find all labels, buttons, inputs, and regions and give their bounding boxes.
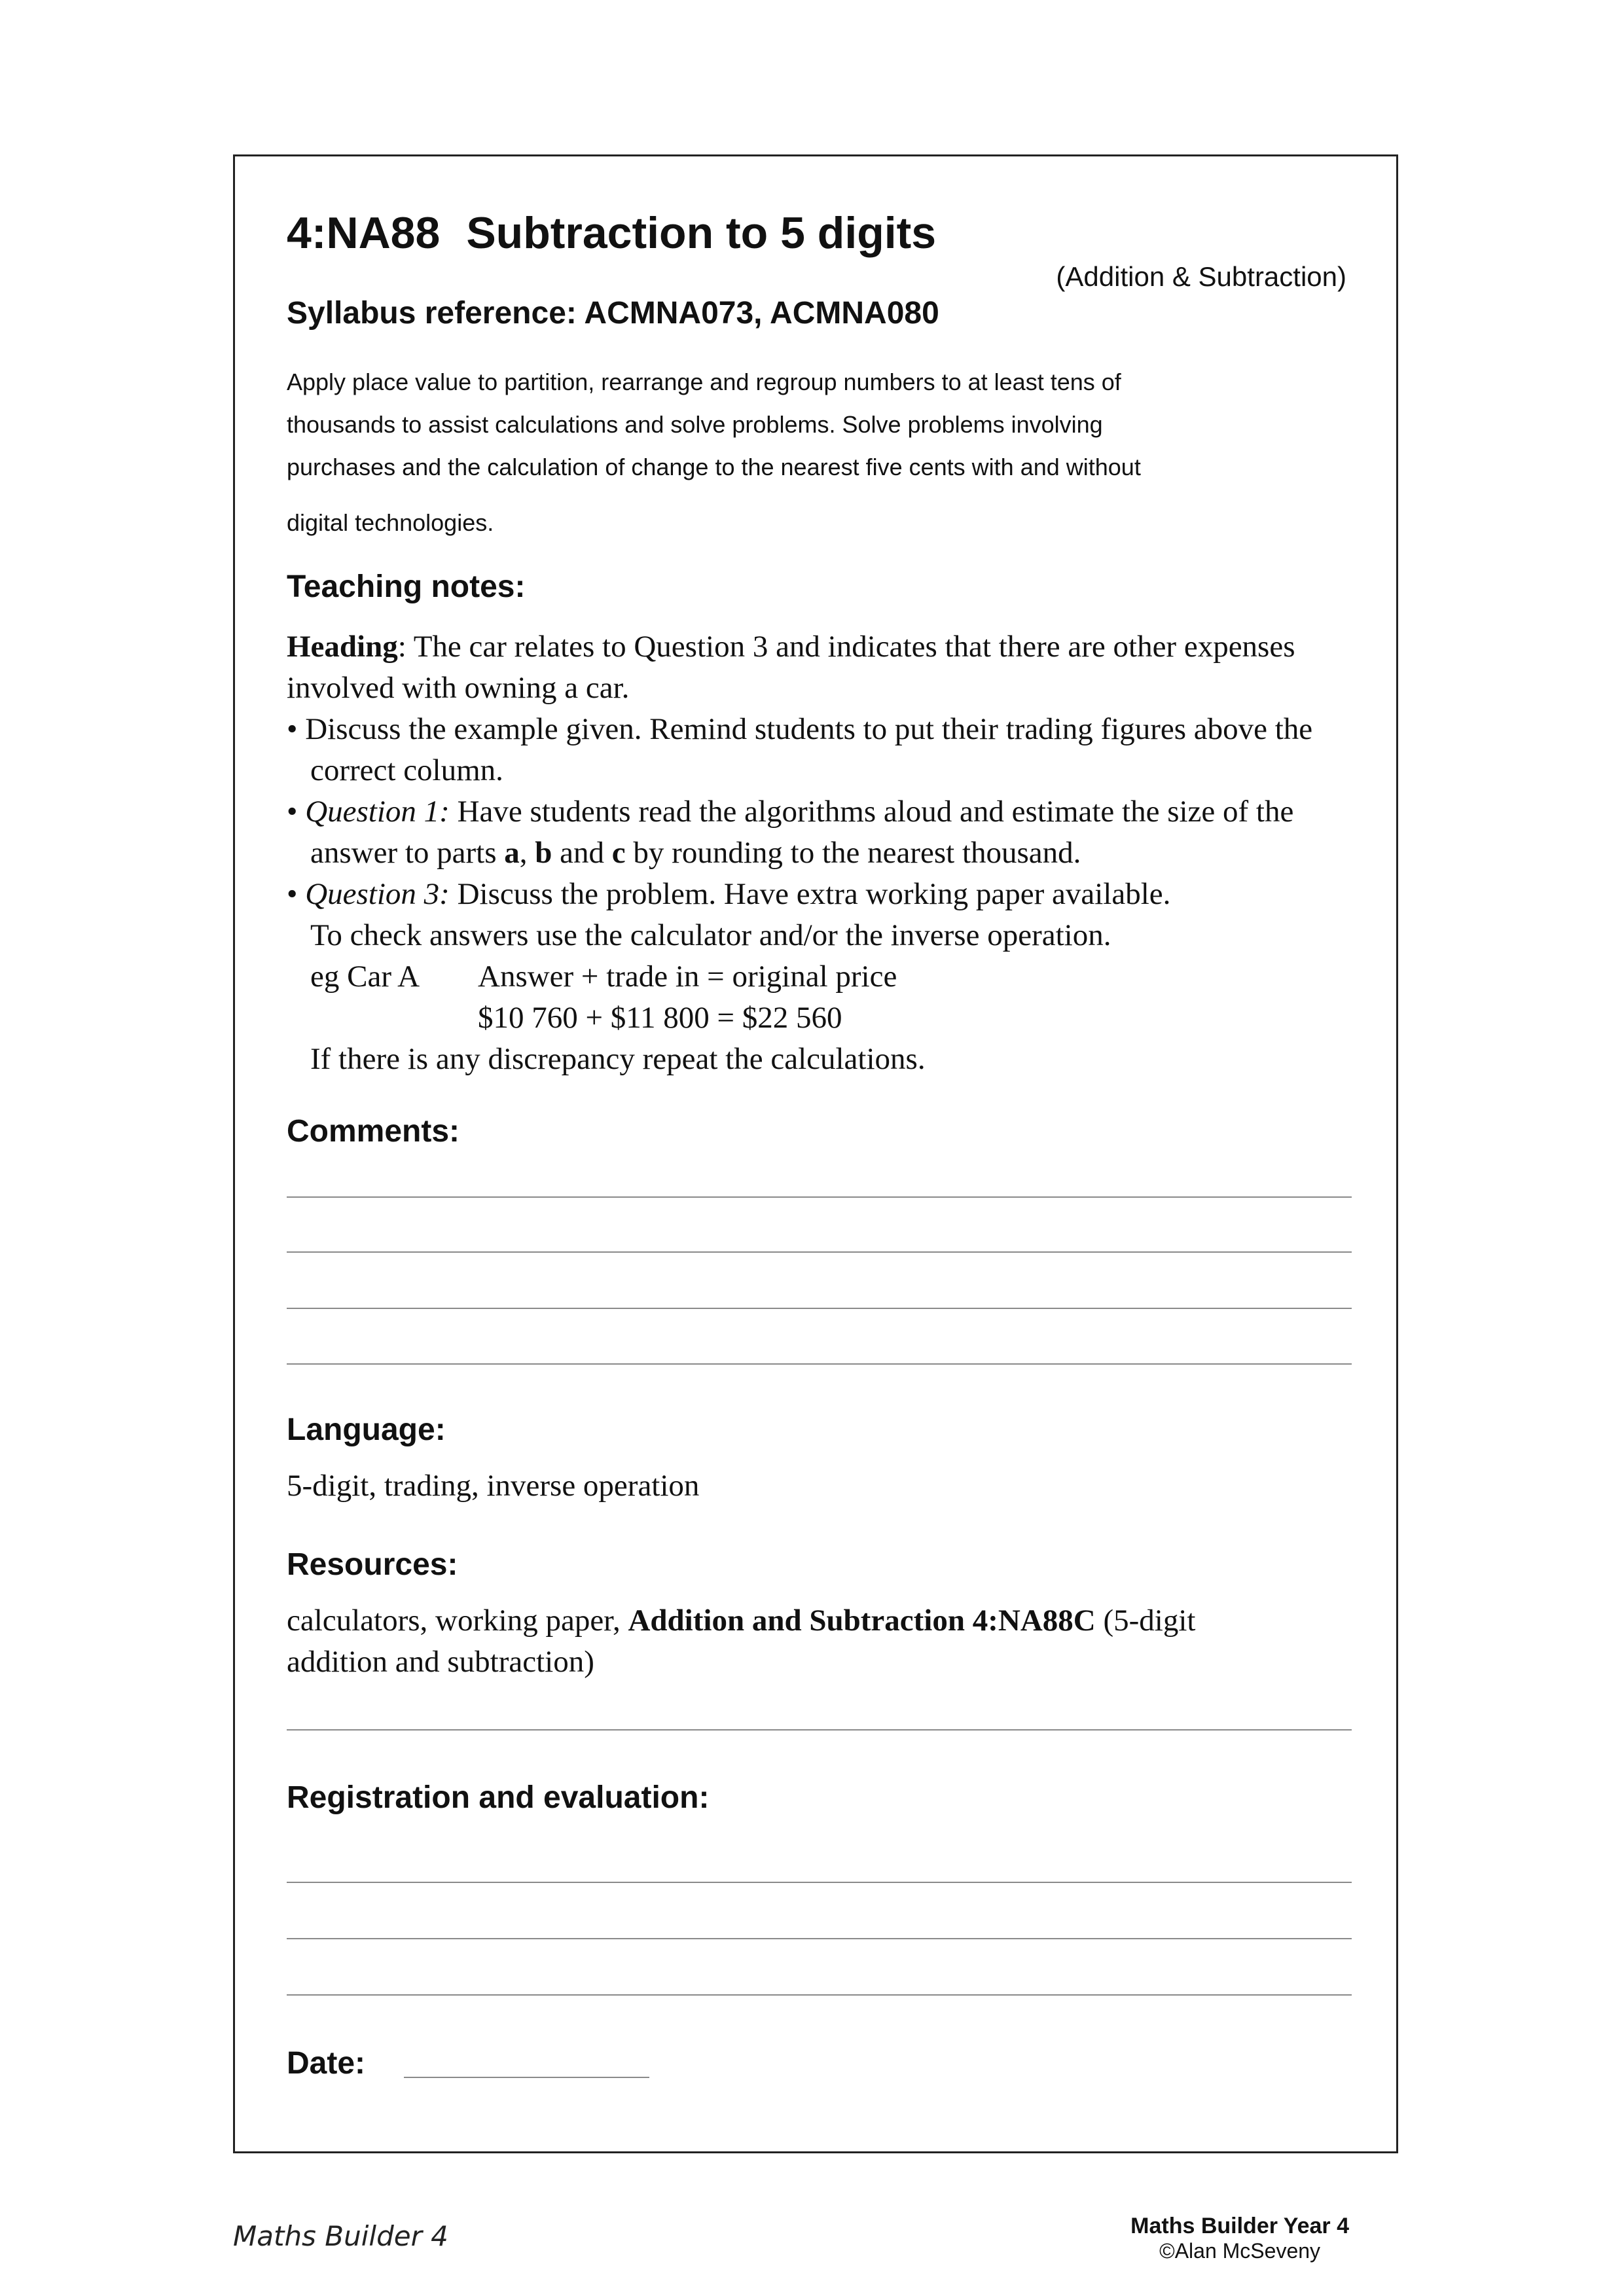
teaching-notes-body — [287, 626, 1360, 1080]
lesson-code: 4:NA88 — [287, 208, 441, 258]
registration-heading: Registration and evaluation: — [287, 1780, 710, 1815]
language-text: 5-digit, trading, inverse operation — [287, 1469, 700, 1503]
notes-bullet: • Question 1: Have students read the algorithms aloud and estimate the size of the answer to parts a, b and c by rounding to the nearest thousand. — [287, 795, 1294, 870]
notes-bullet: • Question 3: Discuss the problem. Have extra working paper available. — [287, 877, 1171, 911]
notes-check: To check answers use the calculator and/or the inverse operation. — [310, 918, 1111, 952]
notes-example: eg Car A Answer + trade in = original price — [310, 960, 897, 994]
comment-line[interactable] — [287, 1308, 1352, 1309]
syllabus-reference: Syllabus reference: ACMNA073, ACMNA080 — [287, 296, 939, 331]
notes-intro-bold: Heading — [287, 630, 398, 664]
resources-heading: Resources: — [287, 1547, 458, 1582]
comment-line[interactable] — [287, 1196, 1352, 1198]
description-line: thousands to assist calculations and solve problems. Solve problems involving — [287, 411, 1103, 438]
page-title — [287, 207, 936, 259]
comment-line[interactable] — [287, 1363, 1352, 1365]
lesson-title: Subtraction to 5 digits — [466, 208, 937, 258]
teaching-notes-heading: Teaching notes: — [287, 569, 526, 604]
resource-link: Addition and Subtraction 4:NA88C — [628, 1604, 1096, 1638]
footer-book-title: Maths Builder 4 — [233, 2220, 448, 2252]
description-line: digital technologies. — [287, 509, 494, 536]
registration-line[interactable] — [287, 1994, 1352, 1996]
notes-discrepancy: If there is any discrepancy repeat the calculations. — [310, 1042, 926, 1076]
comments-heading: Comments: — [287, 1114, 460, 1149]
worksheet-frame — [233, 154, 1398, 2153]
resources-text: calculators, working paper, Addition and Subtraction 4:NA88C (5-digit addition and subtraction) — [287, 1604, 1196, 1679]
registration-line[interactable] — [287, 1938, 1352, 1939]
date-field-line[interactable] — [404, 2077, 649, 2078]
footer-series: Maths Builder Year 4 — [1130, 2214, 1349, 2238]
syllabus-description — [287, 361, 1334, 544]
description-line: purchases and the calculation of change to the nearest five cents with and without — [287, 454, 1141, 480]
footer-credits — [1130, 2214, 1349, 2263]
notes-intro: Heading: The car relates to Question 3 and indicates that there are other expenses involved with owning a car. — [287, 630, 1295, 705]
footer-copyright: ©Alan McSeveny — [1159, 2239, 1321, 2263]
description-line: Apply place value to partition, rearrange and regroup numbers to at least tens of — [287, 368, 1121, 395]
comment-line[interactable] — [287, 1251, 1352, 1253]
notes-bullet: • Discuss the example given. Remind students to put their trading figures above the correct column. — [287, 712, 1313, 787]
date-label: Date: — [287, 2046, 366, 2081]
registration-line[interactable] — [287, 1882, 1352, 1883]
notes-example-calc: $10 760 + $11 800 = $22 560 — [478, 1001, 842, 1035]
language-heading: Language: — [287, 1412, 446, 1447]
strand-label: (Addition & Subtraction) — [1056, 261, 1346, 292]
resources-line[interactable] — [287, 1729, 1352, 1731]
